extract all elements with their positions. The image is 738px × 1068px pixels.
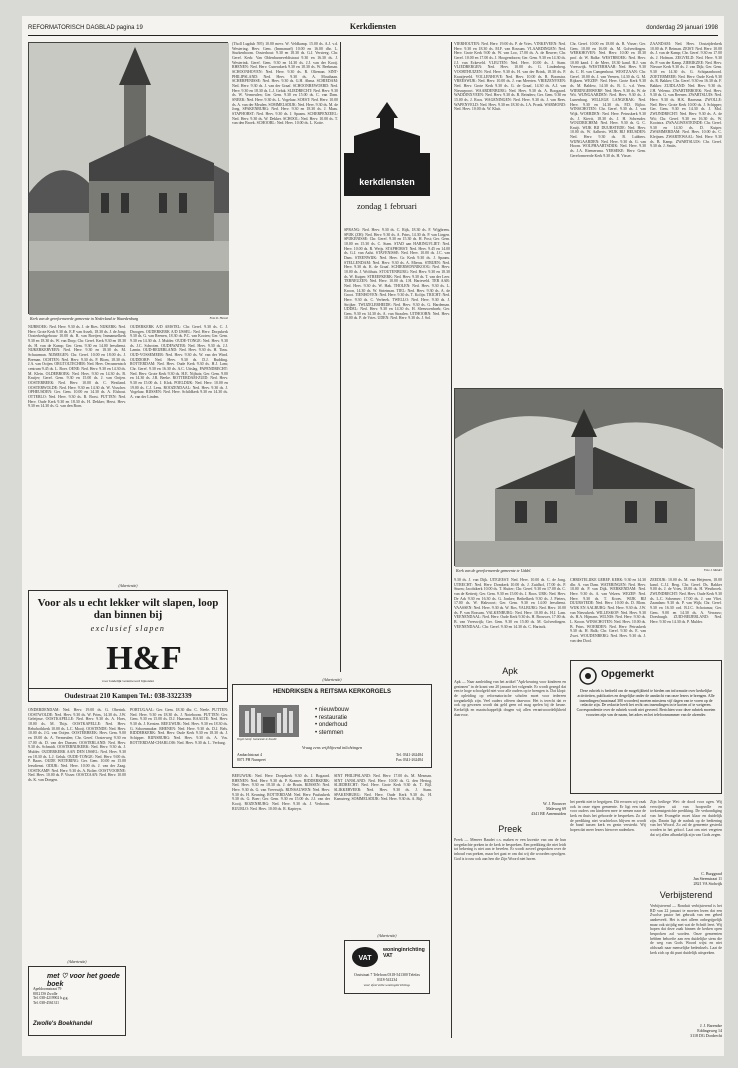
church-illustration	[29, 43, 229, 315]
listing-text: SPRANG: Ned. Herv. 9.30 ds. C. Rijk, 18.30 ds. F. Wijgbrens. SPIJK (ZH): Ned. Herv. 9.30 ds. A. Prins, 14.30 ds. P. van Lingen. SPIJKENISSE: Chr. Geref. 9.30 en 15.30 ds. H. Post; Ger. Gem. 10.00 en 15.30 ds. C. Stam. STAD aan HARINGVLIET: Ned. Herv. 10.00 ds. B. Weijs. STAPHORST: Ned. Herv. 9.45 en 14.00 ds. G.J. van Aalst. STAVENISSE: Ned. Herv. 10.00 ds. J.C. van Dam. STEENWIJK: Ned. Herv. Gr. Kerk 9.30 ds. J. Spaans. STELLENDAM: Ned. Herv. 9.30 ds. A. Mieras. STRIJEN: Ned. Herv. 9.30 ds. K. de Graaf. SCHIERMONNIKOOG: Ned. Herv. 10.00 ds. J. Wolthuis. STOUTENBURG: Ned. Herv. 9.30 en 18.30 ds. W. Kuiper. STREEFKERK: Ned. Herv. 9.30 ds. T. van der Leer. TERNEUZEN: Ned. Herv. 10.00 ds. J.H. Harteveld. TER AAR: Ned. Herv. 9.30 ds. W. Hak. THOLEN: Ned. Herv. 9.30 ds. L. Kroon, 14.30 ds. W. Strietman. TIEL: Ned. Herv. 9.30 ds. A. de Groot. TIENHOVEN: Ned. Herv. 9.30 ds. T. Kolijn. TRICHT: Ned. Herv. 9.30 ds. C. Verbeek. TWELLO: Ned. Herv. 9.30 ds. J. Strijker. TWIJZELERHEIDE: Ned. Herv. 9.30 ds. G. Hardeman. UDDEL: Ned. Herv. 9.30 en 14.30 ds. H. Sleeuwenhoek; Ger. Gem. 9.30 en 14.30 ds. A. van Straalen. UITHOORN: Ned. Herv. 10.00 ds. P. de Vries. UDEN: Ned. Herv. 9.30 ds. J. Sol.	[344, 228, 450, 321]
organ-illustration	[239, 705, 299, 737]
header-section-title: Kerkdiensten	[349, 22, 397, 31]
ad-label: (Advertentie)	[118, 584, 138, 588]
service-item: • onderhoud	[315, 722, 348, 728]
ad-hf-headline: Voor als u echt lekker wilt slapen, loop dan binnen bij	[37, 597, 219, 621]
column-7c	[650, 800, 722, 870]
listing-text: NIJBROEK: Ned. Herv. 9.30 ds. J. de Bies. NIJKERK: Ned. Herv. Grote Kerk 9.30 ds. E.P. van Asselt, 18.30 ds. J. de Jong; Oosterkerkgebouw 10.00 ds. R. van Boeijen; Immanuelkerk 9.30 en 18.30 ds. W. van Dorp; Chr. Geref. Kerk 9.30 en 18.30 ds. H. van de Kamp; Ger. Gem. 9.30 en 14.00 leesdienst. NIJKERKERVEEN: Ned. Herv. 9.30 en 18.30 ds. M. Schuurman. NIJMEGEN: Chr. Geref. 10.00 en 18.00 ds. J. Breman. OCHTEN: Ned. Herv. 9.30 ds. P. Blom, 18.30 ds. J.A. van Ooijen. ORGTOLTECHER: Ned. Herv. Oecumenisch centrum 9.45 ds. L. Boer. OENE: Ned. Herv. 9.30 en 14.30 ds. M. Klein. OLDEBROEK: Ned. Herv. 9.30 en 14.30 ds. B. Kruijer; Geref. Gem. 9.30 en 15.00 ds. J. van Ooijen. OOSTERBEEK: Ned. Herv. 10.00 ds. C. Westland. OOSTERWOLDE: Ned. Herv. 9.30 en 14.30 ds. W. Visscher. OPHEUSDEN: Ger. Gem. 10.00 en 14.30 ds. A. Elshout. OTTERLO: Ned. Herv. 9.30 ds. R. Borst. PUTTEN: Ned. Herv. Oude Kerk 9.30 en 18.30 ds. H. Dekker; Herst. Herv. 9.30 en 14.30 ds. G. van den Born.	[28, 325, 127, 409]
column-4b	[454, 578, 566, 664]
service-item: • nieuwbouw	[315, 707, 349, 713]
ad-hen-photo-caption: Orgel Geref. Gemeente te Zwolle	[237, 737, 277, 741]
article-text: het preekt niet te begrijpen. Dit ervaren wij vaak ook in onze eigen gemeente. Er ligt een taak voor ouders om kinderen mee te nemen naar de kerk en thuis het gehoorde te bespreken. Zo zal de prediking niet vruchteloos blijven en wordt de band tussen kerk en gezin versterkt. Wij hopen dat meer lezers hierover nadenken.	[570, 800, 647, 832]
listing-text: OUDERKERK A/D AMSTEL: Chr. Geref. 9.30 ds. C. J. Droogen. OUDERKERK A/D IJSSEL: Ned. Herv. Dorpskerk 9.30 ds. G. van Reenen, 18.30 ds. P.C. van Kooten; Ger. Gem. 9.30 en 14.30 ds. J. Mulder. OUDE-TONGE: Ned. Herv. 9.30 ds. J.C. Schroten. OUDEWATER: Ned. Herv. 9.30 ds. J.J. Lamin. OUD-BEIJERLAND: Ned. Herv. 9.30 ds. H. Tims. OUD-VOSSEMEER: Ned. Herv. 9.30 ds. W. van der Wind. OUDDORP: Ned. Herv. 9.30 ds. D.J. Budding. ROTTERDAM: Ned. Herv. Oude Kerk 9.30 ds. H.J. Lam; Chr. Geref. 9.30 en 16.30 ds. A.C. Uitslag. PAPENDRECHT: Ned. Herv. Grote Kerk 9.30 ds. H.E. Nijhuis; Ger. Gem. 9.00 en 14.30 ds. J.R. Beeke. ROTTERDAM-ZUID: Ned. Herv. 9.30 en 15.00 ds. J. Klok. POELDIJK: Ned. Herv. 10.00 en 19.00 ds. C.J. Lens. ROOZENDAAL: Ned. Herv. 9.30 ds. J. Vogelaar. RIJSSEN: Ned. Herv. Schildkerk 9.30 en 14.30 ds. A. van der Linden.	[130, 325, 229, 399]
ad-mod-brand: Zwolle's Boekhandel	[33, 1021, 93, 1027]
hf-logo-mark	[106, 635, 182, 677]
vat-logo-icon	[351, 946, 379, 968]
column-1b	[28, 708, 126, 958]
listing-text: CHRISTELIJKE GEREF. KERK: 9.30 en 14.30 dhr. A. van Dam. WATERINGEN: Ned. Herv. 10.00 ds. P. van Dijk. WERKENDAM: Ned. Herv. 9.30 ds. A. van Velzen. WEZEP: Ned. Herv. 9.30 ds. T. Kroes. WIJK BIJ DUURSTEDE: Ned. Herv. 10.00 ds. D. Blom. WIJK EN AALBURG: Ned. Herv. 9.30 ds. J.W. van Nieuwkerk. WILLESKOP: Ned. Herv. 9.30 ds. H.A. Hijmans. WILNIS: Ned. Herv. 9.30 ds. L. Kroon. WINSCHOTEN: Ned. Herv. 10.00 ds. B. Prins. WOERDEN: Ned. Herv. Petruskerk 9.30 ds. H. Balk; Chr. Geref. 9.30 ds. E. van Zwet. WOUDENBERG: Ned. Herv. 9.30 ds. J. van den Dool.	[570, 578, 647, 643]
ad-label: (Advertentie)	[377, 934, 397, 938]
svg-text:VAT: VAT	[358, 955, 372, 962]
service-date: zondag 1 februari	[357, 201, 417, 211]
header-left: REFORMATORISCH DAGBLAD pagina 19	[28, 25, 143, 31]
column-divider	[340, 42, 341, 672]
kerkdiensten-wordmark: kerkdiensten	[344, 153, 430, 196]
article-text: Preek — Meneer Baudet c.s. maken er een kwestie van om de hun toegedachte preken in de kerk te bespreken. Een prediking die niet leidt tot bekering is niet aan te bevelen. Er wordt zoveel gesproken over de inhoud van preken, maar het gaat er om dat wij die woorden opvolgen. God is trouw ook aan hen die Zijn Woord niet horen.	[454, 838, 567, 861]
ad-label: (Advertentie)	[67, 960, 87, 964]
signature-barendse: J. J. Barendse Eddingsweg 14 3118 DG Dordrecht	[690, 1023, 722, 1038]
column-3c	[334, 774, 432, 1038]
ad-label: (Advertentie)	[322, 678, 342, 682]
listing-text: Chr. Geref. 10.00 en 18.00 ds. R. Visser; Ger. Gem. 10.00 en 16.00 ds. M. Golverdingen. WERKHOVEN: Ned. Herv. 10.00 en 18.30 prof. dr. W. Balke. WESTBROEK: Ned. Herv. 10.00 kand. J. de Meer, 18.30 kand. B.J. van Vreeswijk. WESTERHAAR: Ned. Herv. 9.30 ds. C. H. van Campenhout. WESTZAAN: Chr. Geref. 10.00 ds. J. van Veenen, 14.30 ds. G. M. Rijksen. WEZEP: Ned. Herv. Grote Kerk 9.30 ds. M. Baldew, 14.30 ds. B. L. v.d. Veen. WIERINGERWERF: Ned. Herv. 9.30 ds. W. de Wit. WIJNGAARDEN: Ned. Herv. 9.30 ds. J. Lunenburg. WILLEGE LANGERAK: Ned. Herv. 9.30 en 14.30 ds. P.D. Bijloo. WINSCHOTEN: Chr. Geref. 9.30 ds. J. van Wijk. WOERDEN: Ned. Herv. Petruskerk 9.30 ds. J. Kievit, 18.30 ds. J. H. Schreuder. WOUDRICHEM: Ned. Herv. 9.30 ds. G. C. Kruijt. WIJK BIJ DUURSTEDE: Ned. Herv. 10.00 ds. W. Aalberts. WIJK BIJ HEUSDEN: Ned. Herv. 9.30 ds. B. Lubbers. WIJNGAARDEN: Ned. Herv. 9.30 ds. G. van Hoorn. WOLPHAARTSDIJK: Ned. Herv. 9.30 ds. J.A. Riemersma. YERSEKE: Herv. Gem. Gereformeerde Kerk 9.30 ds. H. Visser.	[570, 42, 647, 158]
header-date: donderdag 29 januari 1998	[646, 25, 718, 31]
article-preek-body	[454, 838, 566, 1038]
church-silhouette-icon	[344, 102, 430, 156]
column-6a	[570, 42, 646, 382]
hf-logo	[106, 635, 182, 677]
opgemerkt-title: Opgemerkt	[601, 669, 654, 680]
church-photo-waardenburg	[28, 42, 228, 314]
service-item: • restauratie	[315, 714, 348, 721]
ad-hen-services	[315, 707, 349, 737]
listing-text: BEEUWIJK: Ned. Herv. Dorpskerk 9.30 ds. J. Bogaard. RHENEN: Ned. Herv. 9.30 ds. P. Kramer. RIDDERKERK: Ned. Herv. 9.30 en 18.30 ds. J. de Bruin. RIJSSEN: Ned. Herv. 9.30 ds. G. van Vreeswijk. RIJNSAUWEN: Ned. Herv. 9.30 ds. H. Keuning. ROTTERDAM: Ned. Herv. Pauluskerk 9.30 ds. G. Boer; Ger. Gem. 9.30 en 15.00 ds. J.J. van der Kooij. ROZENBURG: Ned. Herv. 9.30 ds. J. Verboom. RUURLO: Ned. Herv. 10.00 ds. R. Kapteyn.	[232, 774, 331, 811]
ad-mod-title: met ♡ voor het goede boek	[47, 973, 120, 988]
service-item: • stemmen	[315, 729, 344, 736]
newspaper-page	[22, 16, 724, 1056]
column-3b	[232, 774, 330, 1038]
listing-text: ZAANDAM: Ned. Herv. Oostzijderkerk 10.00 ds. P. Reiman. ZEIST: Ned. Herv. 10.00 ds. J. van de Kamp; Chr. Geref. 9.30 en 17.00 ds. J. Hofman. ZEGVELD: Ned. Herv. 9.30 ds. P. van der Kamp. ZIERIKZEE: Ned. Herv. Nieuwe Kerk 9.30 ds. J. van Dijk; Ger. Gem. 9.30 en 14.30 ds. G. Schipaanboord. ZOETERMEER: Ned. Herv. Oude Kerk 9.30 ds. R. Bakker; Chr. Geref. 9.30 en 16.30 ds. F. Bakker. ZUIDLAND: Ned. Herv. 9.30 ds. J.H. Velema. ZWARTEBROEK: Ned. Herv. 9.30 ds. G. van Reenen. ZWARTSLUIS: Ned. Herv. 9.30 ds. H.K. Baarsma. ZWOLLE: Ned. Herv. Grote Kerk 10.00 ds. J. Schipper; Ger. Gem. 9.30 en 14.30 ds. J. Mol. ZWIJNDRECHT: Ned. Herv. 9.30 ds. A. de Wit; Chr. Geref. 9.30 en 16.30 ds. W. Kooistra. ZWAAGWESTEINDE: Chr. Geref. 9.30 en 14.30 ds. D. Kuiper. ZWAMMERDAM: Ned. Herv. 10.00 ds. C. Kleijnen. ZWARTEWAAL: Ned. Herv. 9.30 ds. B. Kamp. ZWARTSLUIS: Chr. Geref. 9.30 ds. J. Smits.	[650, 42, 723, 149]
column-divider	[451, 42, 452, 1038]
listing-text: VIERHOUTEN: Ned. Herv. 19.00 ds. P. de Vries. VINKEVEEN: Ned. Herv. 9.30 en 18.30 ds. M.F. van Rossum. VLAARDINGEN: Ned. Herv. Grote Kerk 9.00 ds. W. van Loo, 17.00 ds. A. de Reuver; Chr. Geref. 10.00 en 17.00 ds. J. Hoogendoorn; Ger. Gem. 9.30 en 14.30 ds. J.J. van Eckeveld. VLEUTEN: Ned. Herv. 10.00 ds. J. Stam. VLIEDBERGEN: Ned. Herv. 10.00 ds. G. Lindenberg. VOORTHUIZEN: Ned. Herv. 9.30 ds. H. van der Brink, 18.30 ds. P. Kraaijeveld. VOLLENHOVE: Ned. Herv. 10.00 ds. R. Boonstra. VREESWIJK: Ned. Herv. 10.00 ds. J. van Meerten. VRIEZENVEEN: Ned. Herv. Grote Kerk 9.30 ds. G. de Graaf, 14.30 ds. A.J. van Nieuwpoort. WAARDENBURG: Ned. Herv. 9.30 ds. A. Boogaard. WADDINXVEEN: Ned. Herv. 9.30 ds. B. Reinders; Ger. Gem. 9.30 en 15.00 ds. J. Roos. WAGENINGEN: Ned. Herv. 9.30 ds. J. van Rees. WAPENVELD: Ned. Herv. 9.30 en 18.30 ds. J.A. Pronk. WARMOND: Ned. Herv. 10.00 ds. W. Kluit.	[454, 42, 567, 112]
column-7b	[650, 578, 722, 658]
column-1a	[28, 325, 126, 583]
ad-label-vat	[344, 934, 430, 938]
hf-logo-text: H&F	[106, 640, 182, 677]
ad-vat-woninginrichting[interactable]	[344, 940, 430, 994]
column-3a	[232, 42, 338, 674]
article-verbijsterend-body	[650, 904, 722, 1022]
photo-caption-waardenburg	[30, 316, 190, 321]
ad-vat-slogan: voor sfeervolle woninginrichting.	[363, 983, 411, 987]
credit-text: Foto D. Hensel	[209, 316, 228, 320]
credit-text: Foto J. Mulder	[703, 568, 722, 572]
caption-text: Kerk van de gereformeerde gemeente te Uddel.	[456, 568, 532, 573]
ad-hf-sub: voor landelijk verantwoord bijzonder	[101, 679, 155, 683]
photo-caption-uddel	[456, 568, 656, 573]
article-heading-preek: Preek	[498, 824, 522, 834]
ad-boekhandel[interactable]	[28, 966, 126, 1036]
caption-text: Kerk van de gereformeerde gemeente in Nederland te Waardenburg	[30, 316, 139, 321]
ad-vat-brand: woninginrichting VAT	[383, 947, 425, 959]
ad-label-hen	[232, 678, 432, 682]
ad-hendriksen-reitsma[interactable]	[232, 684, 432, 768]
article-text: Apk — Naar aanleiding van het artikel "Apk-keuring voor kinderen en gezinnen" in de krant van 20 januari het volgende. Er wordt gezegd dat een te hoge schoolgeld niet voor alle ouders op te brengen is. Dat klopt: de opleiding op reformatorische scholen moet voor iedereen toegankelijk zijn. Veel ouders offeren daarvoor. Het is terecht dat er ook op gewezen wordt dat geld geen rol mag spelen bij de keuze. Kerkelijk en maatschappelijk dragen wij allen verantwoordelijkheid daarvoor.	[454, 680, 567, 717]
column-7a	[650, 42, 722, 382]
column-6b	[570, 800, 646, 1038]
article-heading-verbijsterend: Verbijsterend	[659, 890, 713, 900]
ad-hf-address: Oudestraat 210 Kampen Tel.: 038-3322339	[29, 688, 227, 700]
listing-text: PORTUGAAL: Ger. Gem. 18.30 dhr. C. Neele. PUTTEN: Ned. Herv. 9.30 en 18.30 ds. J. Noteboom. PUTTEN: Ger. Gem. 9.30 en 15.00 ds. D.J. Haarsma. RAALTE: Ned. Herv. 9.30 ds. J. Kersten. REEUWIJK: Ned. Herv. 9.30 en 18.30 ds. G. Schoenmaker. RHENEN: Ned. Herv. 9.30 ds. D.J. Bels. RIDDERKERK: Ned. Herv. Oude Kerk 9.30 en 18.30 ds. J. Schipper. RIJNSBURG: Ned. Herv. 9.30 ds. A. Vos. ROTTERDAM-CHARLOIS: Ned. Herv. 9.30 ds. L. Verburg.	[130, 708, 229, 745]
listing-text: (Tholl Lugdub 595) 10.00 mevr. W. Veldkamp. 15.00 ds. A.J. v.d. Westering. Herv. Gem. (Immanuel) 10.00 en 16.00 dhr. L. Sturkenboom. Oosterhout: 9.30 en 18.30 ds. G.J. Versteeg. Chr. Geref. Kerk: Van Oldenbarneveldtstraat 9.30 en 16.30 ds. J. Westerink. Geref. Gem. 9.30 en 14.30 ds. J.J. van der Kooij. RHENEN: Ned. Herv. Cunerakerk 9.30 en 18.30 ds. W. Beekman. SCHOONHOVEN: Ned. Herv. 9.30 ds. R. Olieman. SINT-PHILIPSLAND: Ned. Herv. 9.30 ds. A. Mouthaan. SCHERPENISSE: Ned. Herv. 9.30 ds. G.H. Abma. SCHIEDAM: Ned. Herv. 9.30 ds. J. van der Graaf. SCHOONREWOERD: Ned. Herv. 9.30 en 18.30 ds. L.J. Geluk. SLIEDRECHT: Ned. Herv. 9.30 ds. W. Vermeulen; Ger. Gem. 9.30 en 15.00 ds. C. van Dam. SNEEK: Ned. Herv. 9.30 ds. L. Vogelaar. SOEST: Ned. Herv. 10.00 ds. A. van der Meulen. SOMMELSDIJK: Ned. Herv. 9.30 ds. M. de Jong. SPAKENBURG: Ned. Herv. 9.30 en 18.30 ds. J. Maas. STAPHORST: Ned. Herv. 9.30 ds. J. Spaans. SCHERPENZEEL: Ned. Herv. 9.30 ds. W. Dekker. SCHOOL: Ned. Herv. 10.00 ds. T. van den Broek. SCHOORL: Ned. Herv. 10.00 ds. L. Kotte.	[232, 42, 339, 126]
column-5b	[570, 578, 646, 658]
article-text: Verbijsterend — Ronduit verbijsterend is het RD van 22 januari te moeten lezen dat een Zwolse pastor het gebruik van een gebed aanbeveelt. Het is niet alleen onbegrijpelijk maar ook strijdig met wat de Schrift leert. Wij hopen dat deze zaak binnen de kerken open besproken zal worden. Onze gemeenten hebben behoefte aan een duidelijke stem die de weg van Gods Woord wijst en niet afdwaalt naar menselijke bedenksels. Laat de kerk zich op dit punt duidelijk uitspreken.	[650, 904, 723, 955]
ad-label-mod	[28, 960, 126, 964]
column-2b	[130, 708, 228, 1038]
article-text: Zijn heiliege Wet: de dood voor ogen. Wij verwijten uit van hoopvolle en toekomstgerichte prediking. De verkondiging van het Evangelie moet klaar en duidelijk zijn. Daarin ligt de nadruk op de bediening van het Woord. Zo zal de gemeente gesterkt worden in het geloof. Laat ons niet vergeten dat wij allen afhankelijk zijn van Gods zegen.	[650, 800, 723, 837]
ad-hen-title: HENDRIKSEN & REITSMA KERKORGELS	[272, 689, 392, 695]
column-4a	[344, 228, 450, 598]
church-photo-uddel	[454, 388, 722, 566]
signature-burggraaf: C. Burggraaf Jan Steenstraat 11 2821 VA Stolwijk	[693, 871, 722, 886]
article-apk-body	[454, 680, 566, 798]
listing-text: SINT PHILIPSLAND: Ned. Herv. 17.00 ds. M. Mesman. SINT JANSLAND: Ned. Herv. 10.00 ds. G. den Hertog. SLIEDRECHT: Ned. Herv. Grote Kerk 9.30 ds. T. Bijl. SLIKKERVEER: Ned. Herv. 9.30 ds. J. Stam. SPAKENBURG: Ned. Herv. Oude Kerk 9.30 ds. H. Kamsteeg. SOMMELSDIJK: Ned. Herv. 9.30 ds. A. Bijl.	[334, 774, 433, 802]
ad-mod-lines: Apeldoornstraat 79 8012 DS Zwolle Tel. 038-4219902 b.g.g. Tel. 038-4561311	[33, 987, 69, 1005]
opgemerkt-icon	[579, 667, 597, 685]
listing-text: ONDERDENDAM: Ned. Herv. 19.00 ds. G. Oberink. OOSTWOLDE: Ned. Herv. 9.30 ds. W. Prins, 14.30 ds. J.W. Geleijnse. OOSTKAPELLE: Ned. Herv. 9.30 ds. A. Hoes, 18.00 ds. M. Thijs. OOSTKAPELLE: Ned. Herv. Rehobothkerk 10.00 ds. L.C. Mooij. OOSTENDE: Ned. Herv. 10.00 ds. J.G. van Ooijen. OOSTERBEEK: Herv. Gem. 9.00 en 18.00 ds. A. Vermeulen; Chr. Geref. Oosterweg 9.30 en 17.00 ds. D. van der Dussen. OOSTERLAND: Ned. Herv. 9.30 ds. Schmidt. OOSTERNIJKERK: Ned. Herv. 9.30 ds. J. Mulder. OUDERKERK AAN DEN IJSSEL: Ned. Herv. 9.30 en 18.30 ds. L.J. Geluk. OUDE-TONGE: Ned. Herv. 9.00 ds. P. Baars. OUDE WETERING: Ger. Gem. 10.00 en 15.00 leesdienst. ODIJK: Ned. Herv. 10.00 ds. J. van der Zaag. OOSTKAMP: Ned. Herv. 9.30 ds. A. Bolier. OOSTVOORNE: Ned. Herv. 10.00 ds. P. Visser. OOSTZAAN: Ned. Herv. 10.00 ds. K. van Dongen.	[28, 708, 127, 782]
ad-vat-lines: Ooststraat 7 Telefoon 0318-541300 Telefax 0318-541234	[354, 973, 420, 982]
opgemerkt-text: Deze rubriek is bedoeld om de mogelijkheid te bieden om informatie over kerkelijke activiteiten, publicaties en dergelijke onder de aandacht van onze lezers te brengen. Alle inzendingen (maximaal 300 woorden) moeten minstens vijf dagen van te voren op de redactie zijn. De redactie heeft het recht om inzendingen in te korten of te weigeren. Correspondentie over de rubriek wordt niet gevoerd. Berichten voor deze rubriek moeten voorzien zijn van de naam, het adres en het telefoonnummer van de afzender.	[576, 689, 716, 717]
article-heading-apk: Apk	[502, 666, 518, 676]
column-5a	[454, 42, 566, 382]
ad-hen-slogan: Vraag eens vrijblijvend inlichtingen	[301, 745, 363, 750]
ad-hf[interactable]	[28, 590, 228, 702]
ad-hen-phone: Tel. 0341-262484 Fax 0341-262484	[396, 753, 423, 762]
listing-text: ZEEDIJK: 10.00 ds. M. van Heijenen, 18.00 kand. C.J.J. Berg. Chr. Geref. Ds. Bakker 9.00 ds. J. de Vries, 18.00 ds. H. Westbroek. ZWIJNDRECHT: Ned. Herv. Oude Kerk 9.30 ds. L.C. Schermer; 17.00 ds. J. van Vliet. Zaandam: 9.30 ds. P. van Wijk; Chr. Geref. 9.30 en 16.30 ord. B.J.C. Schotanus; Ger. Gem. 9.00 en 14.30 ds. A. Verrauw; Doesburgh. ZUID-BEIJERLAND: Ned. Herv. 9.30 en 14.30 ds. P. Mulder.	[650, 578, 723, 624]
ad-hen-address: Ambachtstraat 4 8071 PH Nunspeet	[237, 753, 266, 762]
signature-apk: W. J. Brouwer Maleweg 69 4341 BE Arnemuiden	[531, 801, 566, 816]
opgemerkt-box	[570, 660, 722, 794]
listing-text: 9.30 ds. J. van Dijk. UITGEEST: Ned. Herv. 10.00 ds. C. de Jong. UTRECHT: Ned. Herv. Domkerk 10.00 ds. J. Zuidhof, 17.00 ds. P. Sturm; Jacobikerk 10.00 ds. T. Sluiter; Chr. Geref. 9.30 en 17.00 ds. C. van de Ketterij; Ger. Gem. 9.30 en 15.00 ds. J. Roos. URK: Ned. Herv. De Ark 9.30 en 16.30 ds. G. Jonker; Bethelkerk 9.30 ds. J. Pieters, 17.00 ds. W. Hakvoort; Ger. Gem. 9.30 en 14.00 leesdienst. VAASSEN: Ned. Herv. 9.30 ds. W. Bos. VALBURG: Ned. Herv. 10.00 ds. P. van Rossum. VALKENBURG: Ned. Herv. 10.00 ds. H.J. Lam. VEENENDAAL: Ned. Herv. Oude Kerk 9.30 ds. H. Brouwer, 17.00 ds. B. van Vreeswijk; Ger. Gem. 9.30 en 15.00 ds. M. Golverdingen. VEENENDAAL: Chr. Geref. 9.30 en 14.30 ds. C. Harinck.	[454, 578, 567, 629]
ad-hf-tagline: exclusief slapen	[90, 624, 166, 633]
photo-credit-waardenburg	[192, 316, 228, 320]
column-2a	[130, 325, 228, 583]
ad-label-hf	[28, 584, 228, 588]
page-header	[28, 22, 718, 36]
photo-credit-uddel	[662, 568, 722, 572]
church-illustration	[455, 389, 723, 567]
